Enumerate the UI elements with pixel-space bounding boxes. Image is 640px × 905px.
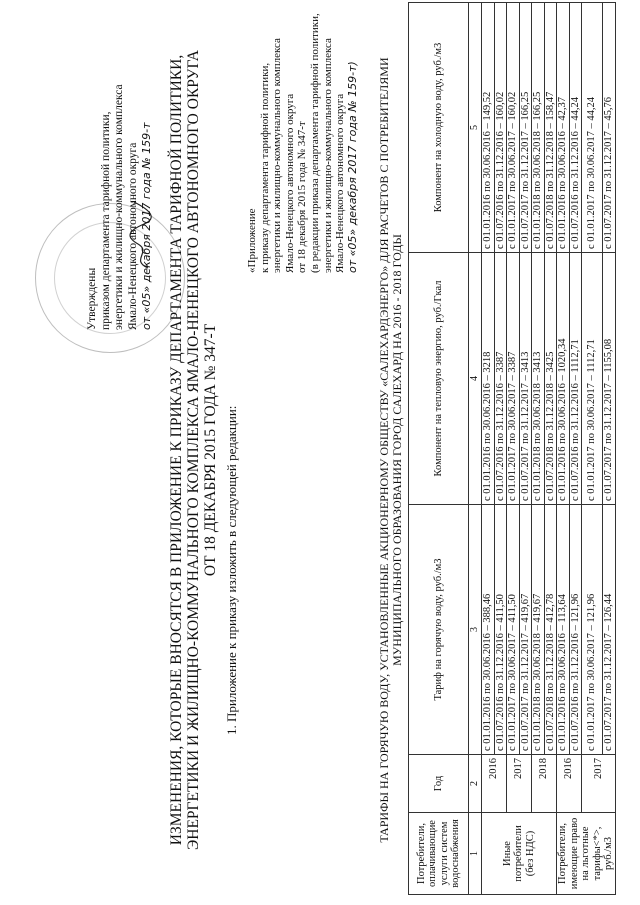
tariff-table-wrapper — [408, 3, 616, 895]
approval-line: Утверждены — [86, 267, 98, 330]
tariff-cell: с 01.01.2017 по 30.06.2017 – 411,50 — [507, 505, 520, 755]
heat-cell: с 01.01.2017 по 30.06.2017 – 1112,71 — [582, 253, 603, 505]
tariff-cell: с 01.01.2017 по 30.06.2017 – 121,96 — [582, 505, 603, 755]
heat-cell: с 01.07.2017 по 31.12.2017 – 3413 — [519, 253, 532, 505]
appendix-line: от 18 декабря 2015 года № 347-т — [296, 121, 309, 273]
tariff-cell: с 01.07.2016 по 31.12.2016 – 121,96 — [569, 505, 582, 755]
year-cell: 2018 — [532, 755, 557, 813]
consumer-cell: Иные потребители (без НДС) — [482, 813, 557, 895]
heat-cell: с 01.01.2018 по 30.06.2018 – 3413 — [532, 253, 545, 505]
appendix-date-line: от «05» декабря 2017 года № 159-т) — [345, 61, 359, 273]
cold-cell: с 01.07.2016 по 31.12.2016 – 160,02 — [494, 3, 507, 253]
approval-line: приказом департамента тарифной политики, — [99, 111, 112, 330]
appendix-line: Ямало-Ненецкого автономного округа — [334, 93, 347, 273]
title-line: ОТ 18 ДЕКАБРЯ 2015 ГОДА № 347-Т — [202, 323, 219, 577]
year-cell: 2017 — [582, 755, 616, 813]
header-heat-component: Компонент на тепловую энергию, руб./Гкал — [409, 253, 469, 505]
appendix-block — [246, 3, 359, 273]
table-title-line: МУНИЦИПАЛЬНОГО ОБРАЗОВАНИЯ ГОРОД САЛЕХАРД НА 2016 - 2018 ГОДЫ — [390, 234, 404, 666]
cold-cell: с 01.01.2016 по 30.06.2016 – 42,37 — [557, 3, 570, 253]
heat-cell: с 01.01.2017 по 30.06.2017 – 3387 — [507, 253, 520, 505]
tariff-cell: с 01.07.2017 по 31.12.2017 – 126,44 — [603, 505, 616, 755]
table-title — [378, 5, 404, 895]
approval-date-line: от «05» декабря 2017 года № 159-т — [140, 122, 153, 330]
appendix-line: энергетики и жилищно-коммунального комплекса — [321, 38, 334, 273]
column-number: 2 — [469, 755, 482, 813]
cold-cell: с 01.07.2016 по 31.12.2016 – 44,24 — [569, 3, 582, 253]
heat-cell: с 01.07.2016 по 31.12.2016 – 3387 — [494, 253, 507, 505]
consumer-cell: Потребители, имеющие право на льготные тарифы<*>, руб./м3 — [557, 813, 616, 895]
document-title — [168, 35, 219, 865]
table-row — [582, 3, 603, 895]
tariff-cell: с 01.01.2016 по 30.06.2016 – 113,64 — [557, 505, 570, 755]
intro-paragraph: 1. Приложение к приказу изложить в следующей редакции: — [224, 405, 239, 735]
column-number-row — [469, 3, 482, 895]
cold-cell: с 01.01.2018 по 30.06.2018 – 166,25 — [532, 3, 545, 253]
cold-cell: с 01.07.2017 по 31.12.2017 – 166,25 — [519, 3, 532, 253]
cold-cell: с 01.07.2017 по 31.12.2017 – 45,76 — [603, 3, 616, 253]
appendix-line: к приказу департамента тарифной политики, — [258, 62, 271, 273]
table-title-line: ТАРИФЫ НА ГОРЯЧУЮ ВОДУ, УСТАНОВЛЕННЫЕ АКЦИОНЕРНОМУ ОБЩЕСТВУ «САЛЕХАРДЭНЕРГО» ДЛЯ РАСЧЕТОВ С ПОТРЕБИТЕЛЯМИ — [377, 57, 391, 843]
approval-line: Ямало-Ненецкого автономного округа — [126, 142, 139, 330]
cold-cell: с 01.01.2017 по 30.06.2017 – 44,24 — [582, 3, 603, 253]
appendix-line: (в редакции приказа департамента тарифной политики, — [308, 13, 321, 273]
column-number: 3 — [469, 505, 482, 755]
year-cell: 2016 — [557, 755, 582, 813]
tariff-cell: с 01.07.2017 по 31.12.2017 – 419,67 — [519, 505, 532, 755]
heat-cell: с 01.07.2017 по 31.12.2017 – 1155,08 — [603, 253, 616, 505]
column-number: 5 — [469, 3, 482, 253]
tariff-cell: с 01.01.2016 по 30.06.2016 – 388,46 — [482, 505, 495, 755]
table-row — [532, 3, 545, 895]
year-cell: 2016 — [482, 755, 507, 813]
header-tariff: Тариф на горячую воду, руб./м3 — [409, 505, 469, 755]
header-cold-component: Компонент на холодную воду, руб./м3 — [409, 3, 469, 253]
column-number: 4 — [469, 253, 482, 505]
cold-cell: с 01.01.2017 по 30.06.2017 – 160,02 — [507, 3, 520, 253]
approval-line: энергетики и жилищно-коммунального комплекса — [113, 84, 125, 330]
table-row — [557, 3, 570, 895]
heat-cell: с 01.07.2016 по 31.12.2016 – 1112,71 — [569, 253, 582, 505]
cold-cell: с 01.07.2018 по 31.12.2018 – 158,47 — [544, 3, 557, 253]
table-row — [482, 3, 495, 895]
year-cell: 2017 — [507, 755, 532, 813]
approval-block — [86, 30, 154, 330]
table-row — [507, 3, 520, 895]
tariff-table — [408, 2, 616, 895]
header-year: Год — [409, 755, 469, 813]
appendix-line: «Приложение — [246, 208, 258, 273]
heat-cell: с 01.07.2018 по 31.12.2018 – 3425 — [544, 253, 557, 505]
heat-cell: с 01.01.2016 по 30.06.2016 – 3218 — [482, 253, 495, 505]
cold-cell: с 01.01.2016 по 30.06.2016 – 149,52 — [482, 3, 495, 253]
title-line: ЭНЕРГЕТИКИ И ЖИЛИЩНО-КОММУНАЛЬНОГО КОМПЛЕКСА ЯМАЛО-НЕНЕЦКОГО АВТОНОМНОГО ОКРУГА — [185, 50, 202, 850]
tariff-cell: с 01.01.2018 по 30.06.2018 – 419,67 — [532, 505, 545, 755]
column-number: 1 — [469, 813, 482, 895]
table-header-row — [409, 3, 469, 895]
appendix-line: энергетики и жилищно-коммунального комплекса — [271, 38, 284, 273]
title-line: ИЗМЕНЕНИЯ, КОТОРЫЕ ВНОСЯТСЯ В ПРИЛОЖЕНИЕ К ПРИКАЗУ ДЕПАРТАМЕНТА ТАРИФНОЙ ПОЛИТИКИ, — [168, 54, 185, 846]
appendix-line: Ямало-Ненецкого автономного округа — [283, 93, 296, 273]
tariff-cell: с 01.07.2016 по 31.12.2016 – 411,50 — [494, 505, 507, 755]
heat-cell: с 01.01.2016 по 30.06.2016 – 1020,34 — [557, 253, 570, 505]
tariff-cell: с 01.07.2018 по 31.12.2018 – 412,78 — [544, 505, 557, 755]
header-consumers: Потребители, оплачивающие услуги систем водоснабжения — [409, 813, 469, 895]
